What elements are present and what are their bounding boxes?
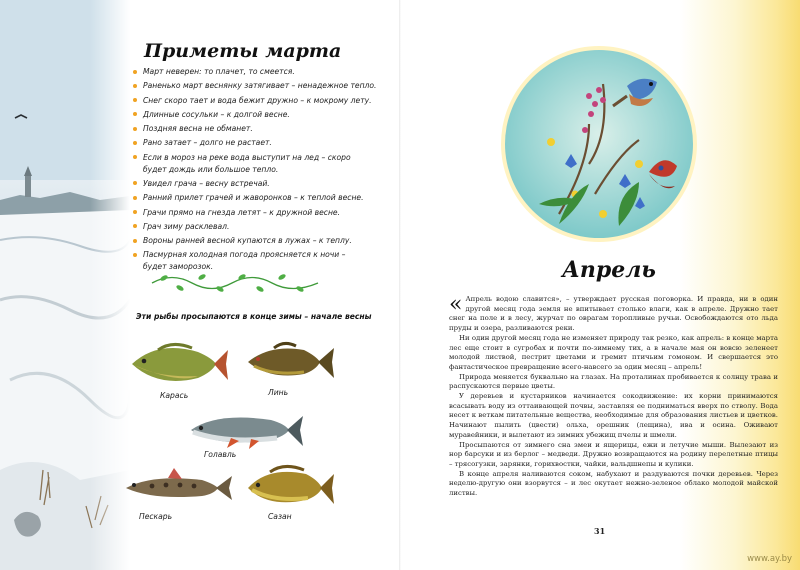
paragraph-text: Апрель водою славится», – утверждает русская поговорка. И правда, ни в один другой месяц года земля не впитывает столько влаги, как в апреле. Дружно тает снег на поле и в лесу, журчат по оврагам торопливые ручьи. Освобождаются ото льда пруды и озера, разливаются реки. — [449, 295, 778, 333]
list-item: Поздняя весна не обманет. — [132, 123, 392, 135]
chub-icon — [187, 408, 305, 452]
april-title: Апрель — [562, 257, 656, 283]
paragraph: У деревьев и кустарников начинается сокодвижение: их корни принимаются всасывать воду из оттаивающей почвы, заставляя ее подниматься вверх по стволу. Вода несет к веткам питательные вещества, необходимые для образования листьев и цветков. Начинают пылить (цвести) ольха, орешник (лещина), ива и осина. Оживают муравейники, и вылетают из зимних убежищ пчелы и шмели. — [449, 392, 778, 439]
list-item: Раненько март веснянку затягивает – ненадежное тепло. — [132, 80, 392, 92]
list-item: Рано затает – долго не растает. — [132, 137, 392, 149]
march-signs-list — [132, 66, 392, 276]
list-item: Пасмурная холодная погода проясняется к ночи – будет заморозок. — [132, 249, 363, 273]
list-item: Ранний прилет грачей и жаворонков – к теплой весне. — [132, 192, 392, 204]
fish-label: Голавль — [204, 450, 237, 459]
watermark: www.ay.by — [747, 554, 792, 564]
paragraph — [449, 292, 778, 334]
paragraph: В конце апреля наливаются соком, набухают и раздуваются почки деревьев. Через неделю-другую они взорвутся – и лес окутает нежно-зеленое облако молодой майской листвы. — [449, 469, 778, 498]
april-article — [449, 292, 778, 499]
march-signs-title: Приметы марта — [144, 40, 342, 62]
list-item: Увидел грача – весну встречай. — [132, 178, 392, 190]
list-item: Грач зиму расклевал. — [132, 221, 392, 233]
spring-flowers-bird-butterfly-icon — [499, 44, 699, 244]
fish-label: Линь — [268, 388, 289, 397]
paragraph: Просыпаются от зимнего сна змеи и ящерицы, ежи и летучие мыши. Вылезают из нор барсуки и из берлог – медведи. Дружно возвращаются на родину перелетные птицы – трясогузки, зарянки, горихвостки, чайки, вальдшнепы и кулики. — [449, 440, 778, 468]
paragraph: Ни один другой месяц года не изменяет природу так резко, как апрель: в конце марта лес еще стоит в сугробах и почти по-зимнему тих, а в начале мая он вовсю зеленеет молодой листвой, пестрит цветами и гремит птичьим гомоном. И свершается это фантастическое превращение всего-навсего за один месяц – апрель! — [449, 333, 778, 371]
fish-label: Пескарь — [139, 512, 173, 521]
list-item: Если в мороз на реке вода выступит на лед – скоро будет дождь или большое тепло. — [132, 152, 358, 176]
list-item: Март неверен: то плачет, то смеется. — [132, 66, 392, 78]
list-item: Вороны ранней весной купаются в лужах – к теплу. — [132, 235, 392, 247]
crucian-carp-icon — [128, 338, 230, 388]
wild-carp-icon — [244, 462, 336, 508]
winter-landscape-strip — [0, 0, 130, 570]
vine-ornament-icon — [150, 270, 320, 296]
list-item: Снег скоро тает и вода бежит дружно – к мокрому лету. — [132, 95, 392, 107]
page-gutter — [399, 0, 401, 570]
winter-landscape-icon — [0, 0, 130, 570]
gudgeon-icon — [122, 466, 234, 506]
list-item: Длинные сосульки – к долгой весне. — [132, 109, 392, 121]
opening-quote: « — [449, 292, 463, 317]
page-number: 31 — [594, 526, 606, 536]
list-item: Грачи прямо на гнезда летят – к дружной весне. — [132, 207, 392, 219]
fish-label: Карась — [160, 391, 189, 400]
tench-icon — [244, 338, 336, 384]
fish-section-title: Эти рыбы просыпаются в конце зимы – начале весны — [136, 312, 372, 321]
fish-label: Сазан — [268, 512, 292, 521]
paragraph: Природа меняется буквально на глазах. На проталинах пробивается к солнцу трава и распускаются первые цветы. — [449, 372, 778, 391]
